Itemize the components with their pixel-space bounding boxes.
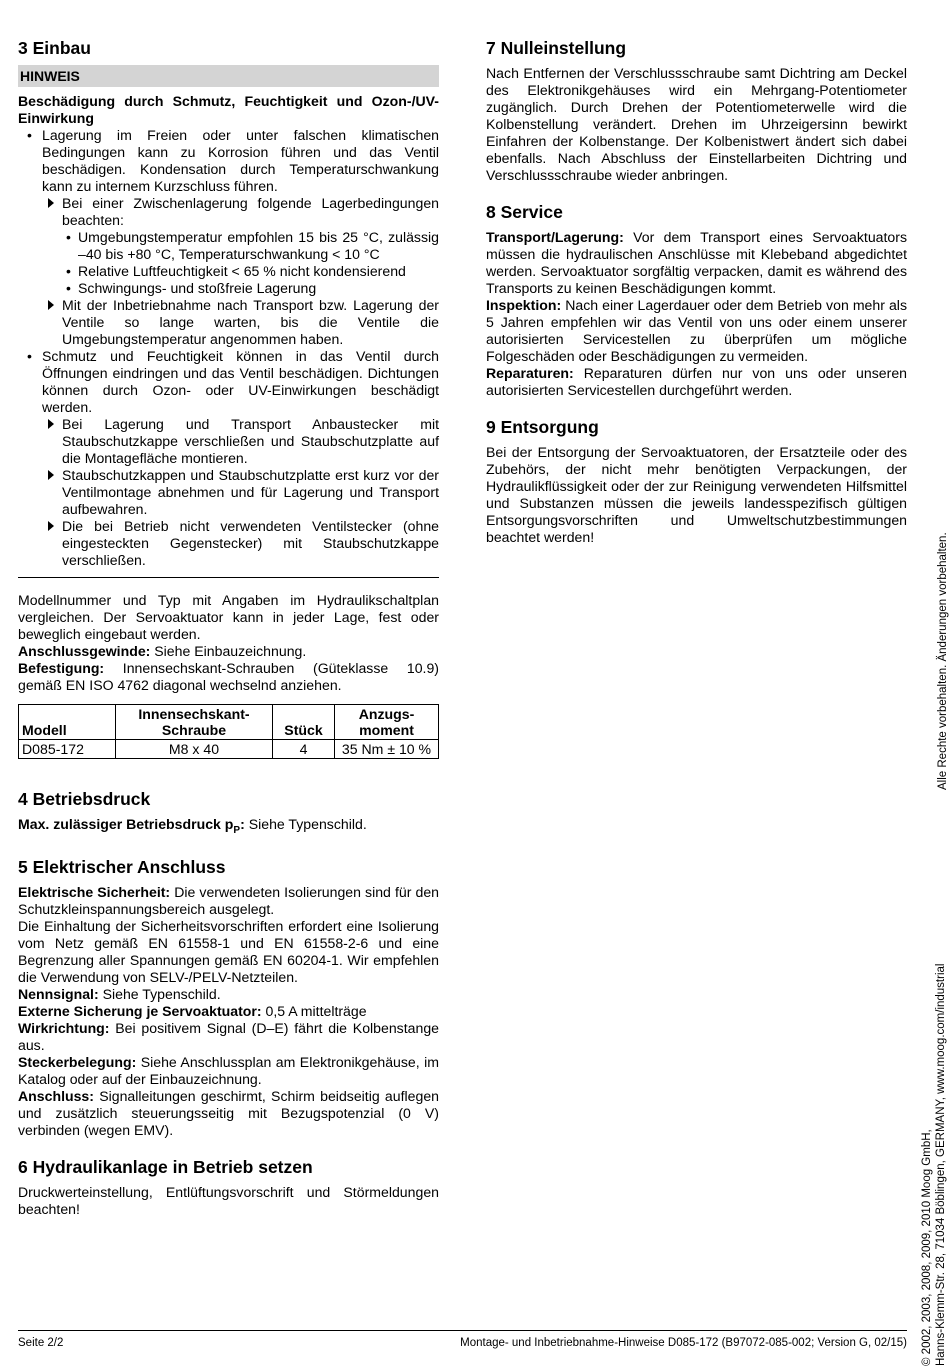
paragraph	[18, 1020, 439, 1054]
paragraph: Modellnummer und Typ mit Angaben im Hydraulikschaltplan vergleichen. Der Servoaktuator kann in jeder Lage, fest oder beweglich eingebaut werden.	[18, 592, 439, 642]
paragraph-text: 0,5 A mittelträge	[261, 1002, 367, 1019]
paragraph: Nach Entfernen der Verschlussschraube samt Dichtring am Deckel des Elektronikgehäuses wird ein Mehrgang-Potentiometer zugänglich. Durch Drehen der Potentiometerwelle wird die Kolbenstellung verändert. Drehen im Uhrzeigersinn bewirkt Einfahren der Kolbenstange. Der Kolbenistwert ändert sich dabei ebenfalls. Nach Abschluss der Einstellarbeiten Dichtring und Verschlussschraube wieder anbringen.	[486, 65, 907, 183]
paragraph-text: Siehe Typenschild.	[98, 985, 221, 1002]
section-9	[486, 417, 907, 546]
paragraph-label: Externe Sicherung je Servoaktuator:	[18, 1002, 262, 1019]
paragraph-text: Signalleitungen geschirmt, Schirm beidseitig auflegen und zusätzlich steuerungsseitig mit Bezugspotenzial (0 V) verbinden (wegen EMV).	[18, 1087, 439, 1138]
paragraph	[18, 1003, 439, 1020]
section-6	[18, 1157, 439, 1218]
paragraph-text: Siehe Anschlussplan am Elektronikgehäuse, im Katalog oder auf der Einbauzeichnung.	[18, 1053, 439, 1087]
paragraph-label: Inspektion:	[486, 297, 562, 313]
paragraph-label: Befestigung:	[18, 660, 105, 676]
list-item	[18, 195, 439, 229]
paragraph	[18, 1054, 439, 1088]
section-5	[18, 857, 439, 1139]
paragraph-text: Nach einer Lagerdauer oder dem Betrieb von mehr als 5 Jahren empfehlen wir das Ventil von uns oder einem unserer autorisierten Servicestellen zu überprüfen um mögliche Folgeschäden oder Beschädigungen zu vermeiden.	[486, 297, 907, 364]
copyright-line-1: © 2002, 2003, 2008, 2009, 2010 Moog GmbH,	[921, 1129, 933, 1366]
table-header: Innensechskant-Schraube	[116, 705, 273, 740]
warning-list	[18, 127, 439, 569]
list-item	[18, 416, 439, 467]
paragraph	[486, 297, 907, 365]
warning-title: Beschädigung durch Schmutz, Feuchtigkeit und Ozon-/UV-Einwirkung	[18, 93, 439, 126]
paragraph-text: Die verwendeten Isolierungen sind für den Schutzkleinspannungsbereich ausgelegt.	[18, 883, 439, 917]
section-4	[18, 789, 439, 839]
section-3-title: 3 Einbau	[18, 38, 91, 58]
table-cell: 35 Nm ± 10 %	[335, 740, 439, 759]
list-item-text: Die bei Betrieb nicht verwendeten Ventilstecker (ohne eingesteckten Gegenstecker) mit Staubschutzkappe verschließen.	[62, 518, 439, 568]
list-item: • Umgebungstemperatur empfohlen 15 bis 25 °C, zulässig –40 bis +80 °C, Temperaturschwankung < 10 °C	[18, 229, 439, 263]
paragraph	[18, 643, 439, 660]
paragraph	[486, 229, 907, 297]
section-4-title: 4 Betriebsdruck	[18, 789, 151, 809]
list-item-text: Bei einer Zwischenlagerung folgende Lagerbedingungen beachten:	[62, 195, 439, 228]
table-row	[19, 740, 439, 759]
table-header: Modell	[19, 705, 116, 740]
paragraph-label: Steckerbelegung:	[18, 1053, 137, 1070]
paragraph-label: Anschluss:	[18, 1087, 94, 1104]
list-item-text: Mit der Inbetriebnahme nach Transport bzw. Lagerung der Ventile so lange warten, bis die Ventile die Umgebungstemperatur angenommen haben.	[62, 297, 439, 347]
paragraph-text: Bei positivem Signal (D–E) fährt die Kolbenstange aus.	[18, 1019, 439, 1053]
paragraph-text: Reparaturen dürfen nur von uns oder unseren autorisierten Servicestellen durchgeführt werden.	[486, 365, 907, 398]
list-item	[18, 467, 439, 518]
paragraph-text: Siehe Einbauzeichnung.	[150, 643, 307, 659]
list-item: • Schwingungs- und stoßfreie Lagerung	[18, 280, 439, 297]
section-9-title: 9 Entsorgung	[486, 417, 599, 437]
section-8-title: 8 Service	[486, 202, 563, 222]
list-item-text: Bei Lagerung und Transport Anbaustecker mit Staubschutzkappe verschließen und Staubschutzplatte auf die Montagefläche montieren.	[62, 416, 439, 466]
arrow-icon	[48, 198, 54, 208]
copyright-line-2: Hanns-Klemm-Str. 28, 71034 Böblingen, GERMANY, www.moog.com/industrial	[935, 963, 947, 1366]
paragraph-label: Elektrische Sicherheit:	[18, 883, 171, 900]
paragraph-label: Reparaturen:	[486, 365, 574, 381]
footer-divider	[18, 1330, 907, 1331]
notice-banner: HINWEIS	[18, 65, 439, 87]
list-item-text: Staubschutzkappen und Staubschutzplatte erst kurz vor der Ventilmontage abnehmen und für Lagerung und Transport aufbewahren.	[62, 467, 439, 517]
paragraph-label: Anschlussgewinde:	[18, 643, 151, 659]
paragraph-text: Siehe Typenschild.	[244, 816, 367, 832]
paragraph	[18, 1088, 439, 1139]
paragraph-label: Nennsignal:	[18, 985, 99, 1002]
paragraph-label: Transport/Lagerung:	[486, 229, 624, 245]
list-item: • Lagerung im Freien oder unter falschen klimatischen Bedingungen kann zu Korrosion führen und das Ventil beschädigen. Kondensation durch Temperaturschwankung kann zu internem Kurzschluss führen.	[18, 127, 439, 195]
paragraph	[18, 884, 439, 918]
table-header-row	[19, 705, 439, 740]
paragraph-text: Vor dem Transport eines Servoaktuators müssen die hydraulischen Anschlüsse mit Klebeband abgedichtet werden. Servoaktuator sorgfältig verpacken, damit es während des Transports zu keinen Beschädigungen kommt.	[486, 229, 907, 296]
table-cell: D085-172	[19, 740, 116, 759]
paragraph-text: Innensechskant-Schrauben (Güteklasse 10.9) gemäß EN ISO 4762 diagonal wechselnd anziehen.	[18, 660, 439, 693]
section-7-title: 7 Nulleinstellung	[486, 38, 627, 58]
arrow-icon	[48, 470, 54, 480]
section-8	[486, 202, 907, 399]
divider	[18, 577, 439, 578]
paragraph-label: :	[240, 816, 245, 832]
paragraph	[18, 660, 439, 694]
list-item	[18, 518, 439, 569]
arrow-icon	[48, 300, 54, 310]
paragraph: Druckwerteinstellung, Entlüftungsvorschrift und Störmeldungen beachten!	[18, 1183, 439, 1217]
table-cell: M8 x 40	[116, 740, 273, 759]
left-column	[18, 38, 439, 1218]
table-header: Stück	[273, 705, 335, 740]
section-5-title: 5 Elektrischer Anschluss	[18, 856, 226, 877]
page-number: Seite 2/2	[18, 1337, 64, 1349]
list-item: • Schmutz und Feuchtigkeit können in das Ventil durch Öffnungen eindringen und das Ventil beschädigen. Dichtungen können durch Ozon- oder UV-Einwirkungen beschädigt werden.	[18, 348, 439, 416]
paragraph: Bei der Entsorgung der Servoaktuatoren, der Ersatzteile oder des Zubehörs, der nicht mehr benötigten Verpackungen, der Hydraulikflüssigkeit oder der zur Reinigung verwendeten Hilfsmittel und Substanzen müssen die jeweils landesspezifisch gültigen Entsorgungsvorschriften und Umweltschutzbestimmungen beachtet werden!	[486, 444, 907, 545]
paragraph	[486, 365, 907, 399]
paragraph-label: Wirkrichtung:	[18, 1019, 110, 1036]
list-item	[18, 297, 439, 348]
right-column	[486, 38, 907, 546]
rights-note: Alle Rechte vorbehalten. Änderungen vorbehalten.	[937, 532, 949, 790]
paragraph	[18, 986, 439, 1003]
arrow-icon	[48, 419, 54, 429]
screw-table	[18, 704, 439, 759]
section-6-title: 6 Hydraulikanlage in Betrieb setzen	[18, 1156, 313, 1177]
paragraph: Die Einhaltung der Sicherheitsvorschriften erfordert eine Isolierung vom Netz gemäß EN 61558-1 und EN 61558-2-6 und eine Begrenzung aller Spannungen gemäß EN 60204-1. Wir empfehlen die Verwendung von SELV-/PELV-Netzteilen.	[18, 917, 439, 985]
subscript: P	[233, 824, 241, 836]
arrow-icon	[48, 521, 54, 531]
list-item: • Relative Luftfeuchtigkeit < 65 % nicht kondensierend	[18, 263, 439, 280]
paragraph	[18, 816, 439, 839]
table-header: Anzugs-moment	[335, 705, 439, 740]
document-id: Montage- und Inbetriebnahme-Hinweise D085-172 (B97072-085-002; Version G, 02/15)	[460, 1337, 907, 1349]
paragraph-label: Max. zulässiger Betriebsdruck p	[18, 816, 234, 832]
table-cell: 4	[273, 740, 335, 759]
